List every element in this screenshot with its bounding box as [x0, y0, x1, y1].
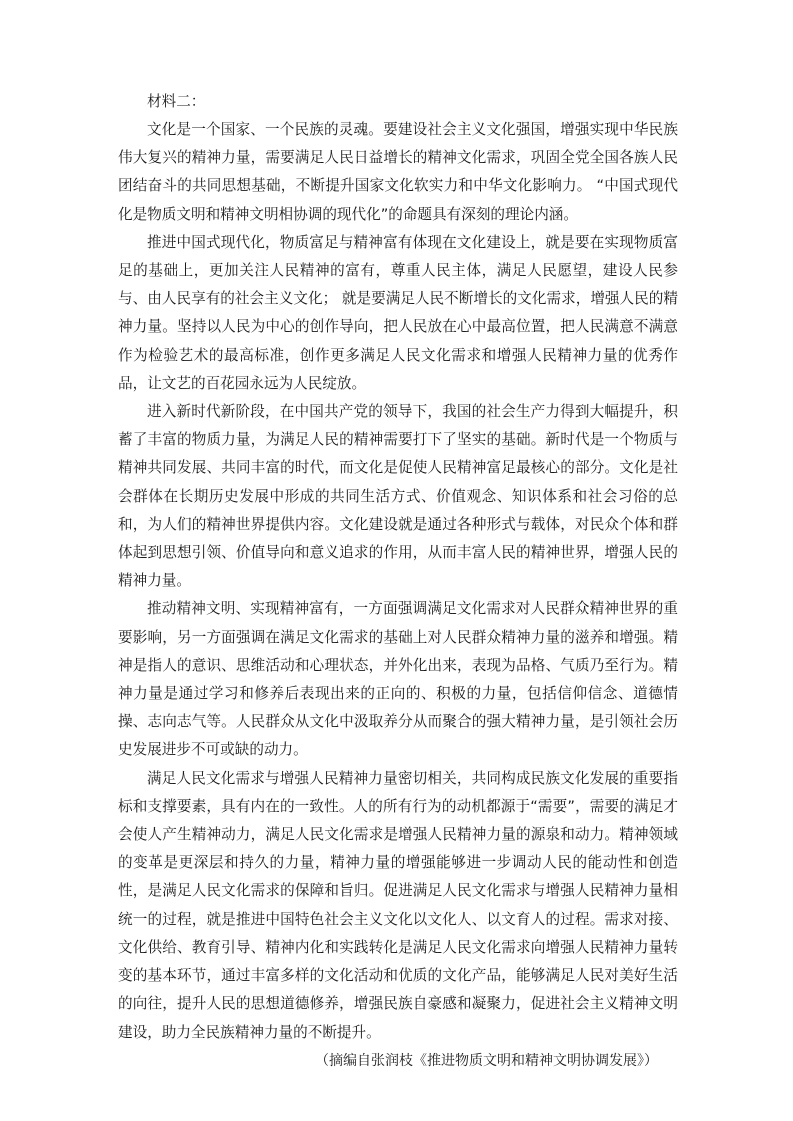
paragraph-2: 推进中国式现代化，物质富足与精神富有体现在文化建设上，就是要在实现物质富足的基础上，更加关注人民精神的富有，尊重人民主体，满足人民愿望，建设人民参与、由人民享有的社会主义文化； 就是要满足人民不断增长的文化需求，增强人民的精神力量。坚持以人民为中心的创作导向，把人民放在心中最高位置，把人民满意不满意作为检验艺术的最高标准，创作更多满足人民文化需求和增强人民精神力量的优秀作品，让文艺的百花园永远为人民绽放。 — [118, 233, 678, 392]
document-page — [118, 88, 678, 1075]
paragraph-4: 推动精神文明、实现精神富有，一方面强调满足文化需求对人民群众精神世界的重要影响，另一方面强调在满足文化需求的基础上对人民群众精神力量的滋养和增强。精神是指人的意识、思维活动和心理状态，并外化出来，表现为品格、气质乃至行为。精神力量是通过学习和修养后表现出来的正向的、积极的力量，包括信仰信念、道德情操、志向志气等。人民群众从文化中汲取养分从而聚合的强大精神力量，是引领社会历史发展进步不可或缺的动力。 — [118, 600, 678, 759]
paragraph-5: 满足人民文化需求与增强人民精神力量密切相关，共同构成民族文化发展的重要指标和支撑要素，具有内在的一致性。人的所有行为的动机都源于“需要”，需要的满足才会使人产生精神动力，满足人民文化需求是增强人民精神力量的源泉和动力。精神领域的变革是更深层和持久的力量，精神力量的增强能够进一步调动人民的能动性和创造性，是满足人民文化需求的保障和旨归。促进满足人民文化需求与增强人民精神力量相统一的过程，就是推进中国特色社会主义文化以文化人、以文育人的过程。需求对接、文化供给、教育引导、精神内化和实践转化是满足人民文化需求向增强人民精神力量转变的基本环节，通过丰富多样的文化活动和优质的文化产品，能够满足人民对美好生活的向往，提升人民的思想道德修养，增强民族自豪感和凝聚力，促进社会主义精神文明建设，助力全民族精神力量的不断提升。 — [118, 769, 678, 1041]
paragraph-3: 进入新时代新阶段，在中国共产党的领导下，我国的社会生产力得到大幅提升，积蓄了丰富的物质力量，为满足人民的精神需要打下了坚实的基础。新时代是一个物质与精神共同发展、共同丰富的时代，而文化是促使人民精神富足最核心的部分。文化是社会群体在长期历史发展中形成的共同生活方式、价值观念、知识体系和社会习俗的总和，为人们的精神世界提供内容。文化建设就是通过各种形式与载体，对民众个体和群体起到思想引领、价值导向和意义追求的作用，从而丰富人民的精神世界，增强人民的精神力量。 — [118, 403, 678, 590]
source-citation: （摘编自张润枝《推进物质文明和精神文明协调发展》） — [315, 1052, 658, 1069]
material-heading: 材料二： — [147, 93, 206, 110]
paragraph-1: 文化是一个国家、一个民族的灵魂。要建设社会主义文化强国，增强实现中华民族伟大复兴的精神力量，需要满足人民日益增长的精神文化需求，巩固全党全国各族人民团结奋斗的共同思想基础，不断提升国家文化软实力和中华文化影响力。 “中国式现代化是物质文明和精神文明相协调的现代化”的命题具有深刻的理论内涵。 — [118, 121, 678, 223]
